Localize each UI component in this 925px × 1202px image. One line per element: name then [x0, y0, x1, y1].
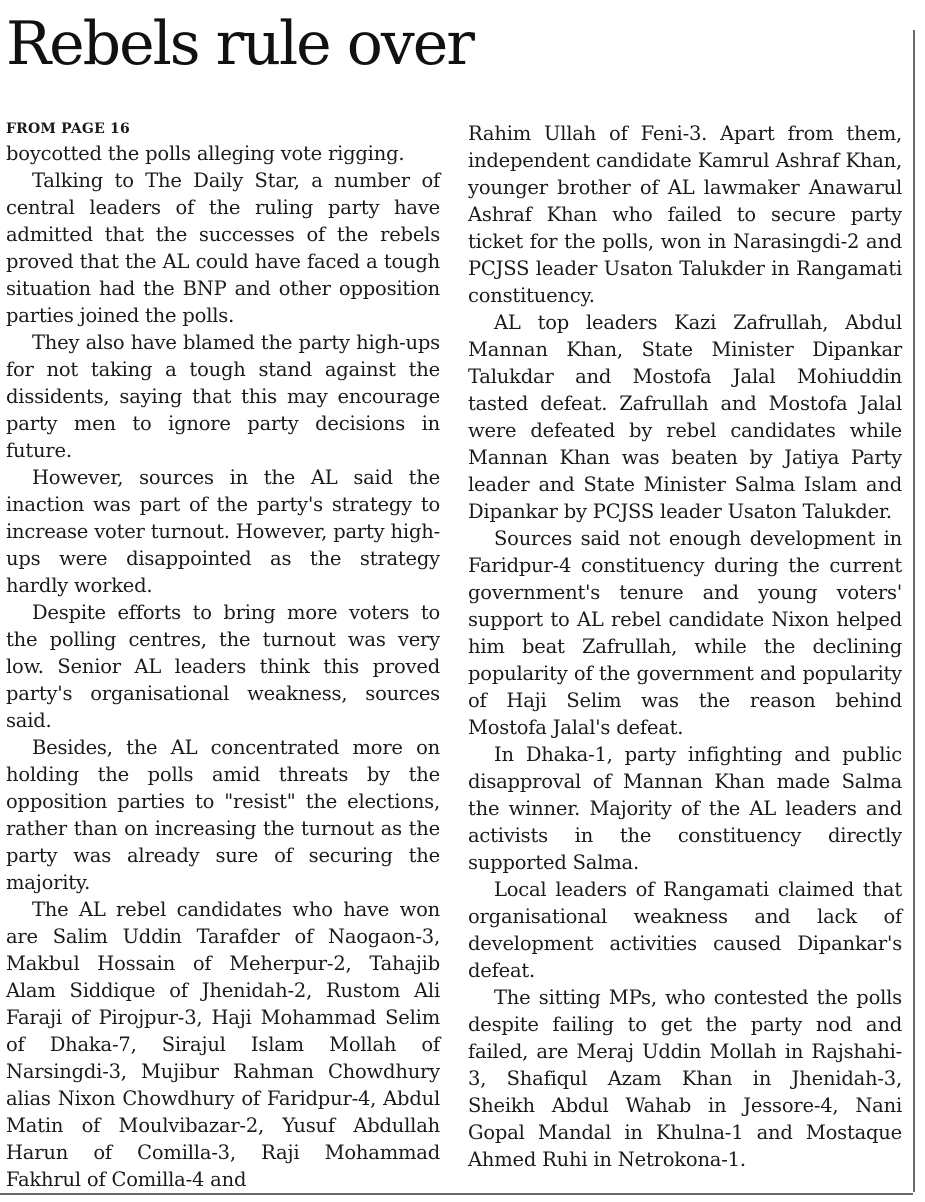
paragraph: The sitting MPs, who contested the polls despite failing to get the party nod and failed, are Meraj Uddin Mollah in Rajshahi-3, Shafiqul Azam Khan in Jhenidah-3, Sheikh Abdul Wahab in Jessore-4, Nani Gopal Mandal in Khulna-1 and Mostaque Ahmed Ruhi in Netrokona-1. — [468, 986, 902, 1171]
column-divider — [913, 30, 915, 1192]
article-column-left — [6, 118, 440, 1193]
paragraph: Sources said not enough development in Faridpur-4 constituency during the current government's tenure and young voters' support to AL rebel candidate Nixon helped him beat Zafrullah, while the declining popularity of the government and popularity of Haji Selim was the reason behind Mostofa Jalal's defeat. — [468, 527, 902, 739]
article-column-right — [468, 120, 902, 1173]
headline: Rebels rule over — [6, 9, 473, 79]
paragraph: boycotted the polls alleging vote rigging. — [6, 142, 405, 165]
paragraph: Despite efforts to bring more voters to the polling centres, the turnout was very low. Senior AL leaders think this proved party's organisational weakness, sources said. — [6, 601, 440, 732]
jump-label: FROM PAGE 16 — [6, 121, 130, 137]
paragraph: In Dhaka-1, party infighting and public disapproval of Mannan Khan made Salma the winner. Majority of the AL leaders and activists in the constituency directly supported Salma. — [468, 743, 902, 874]
paragraph: Talking to The Daily Star, a number of central leaders of the ruling party have admitted that the successes of the rebels proved that the AL could have faced a tough situation had the BNP and other opposition parties joined the polls. — [6, 169, 440, 327]
paragraph: Local leaders of Rangamati claimed that organisational weakness and lack of development activities caused Dipankar's defeat. — [468, 878, 902, 982]
paragraph: The AL rebel candidates who have won are Salim Uddin Tarafder of Naogaon-3, Makbul Hossain of Meherpur-2, Tahajib Alam Siddique of Jhenidah-2, Rustom Ali Faraji of Pirojpur-3, Haji Mohammad Selim of Dhaka-7, Sirajul Islam Mollah of Narsingdi-3, Mujibur Rahman Chowdhury alias Nixon Chowdhury of Faridpur-4, Abdul Matin of Moulvibazar-2, Yusuf Abdullah Harun of Comilla-3, Raji Mohammad Fakhrul of Comilla-4 and — [6, 898, 440, 1191]
paragraph: They also have blamed the party high-ups for not taking a tough stand against the dissidents, saying that this may encourage party men to ignore party decisions in future. — [6, 331, 440, 462]
paragraph: However, sources in the AL said the inaction was part of the party's strategy to increase voter turnout. However, party high-ups were disappointed as the strategy hardly worked. — [6, 466, 440, 597]
paragraph: Rahim Ullah of Feni-3. Apart from them, independent candidate Kamrul Ashraf Khan, younger brother of AL lawmaker Anawarul Ashraf Khan who failed to secure party ticket for the polls, won in Narasingdi-2 and PCJSS leader Usaton Talukder in Rangamati constituency. — [468, 122, 902, 307]
bottom-rule — [0, 1193, 913, 1195]
paragraph: AL top leaders Kazi Zafrullah, Abdul Mannan Khan, State Minister Dipankar Talukdar and Mostofa Jalal Mohiuddin tasted defeat. Zafrullah and Mostofa Jalal were defeated by rebel candidates while Mannan Khan was beaten by Jatiya Party leader and State Minister Salma Islam and Dipankar by PCJSS leader Usaton Talukder. — [468, 311, 902, 523]
paragraph: Besides, the AL concentrated more on holding the polls amid threats by the opposition parties to "resist" the elections, rather than on increasing the turnout as the party was already sure of securing the majority. — [6, 736, 440, 894]
